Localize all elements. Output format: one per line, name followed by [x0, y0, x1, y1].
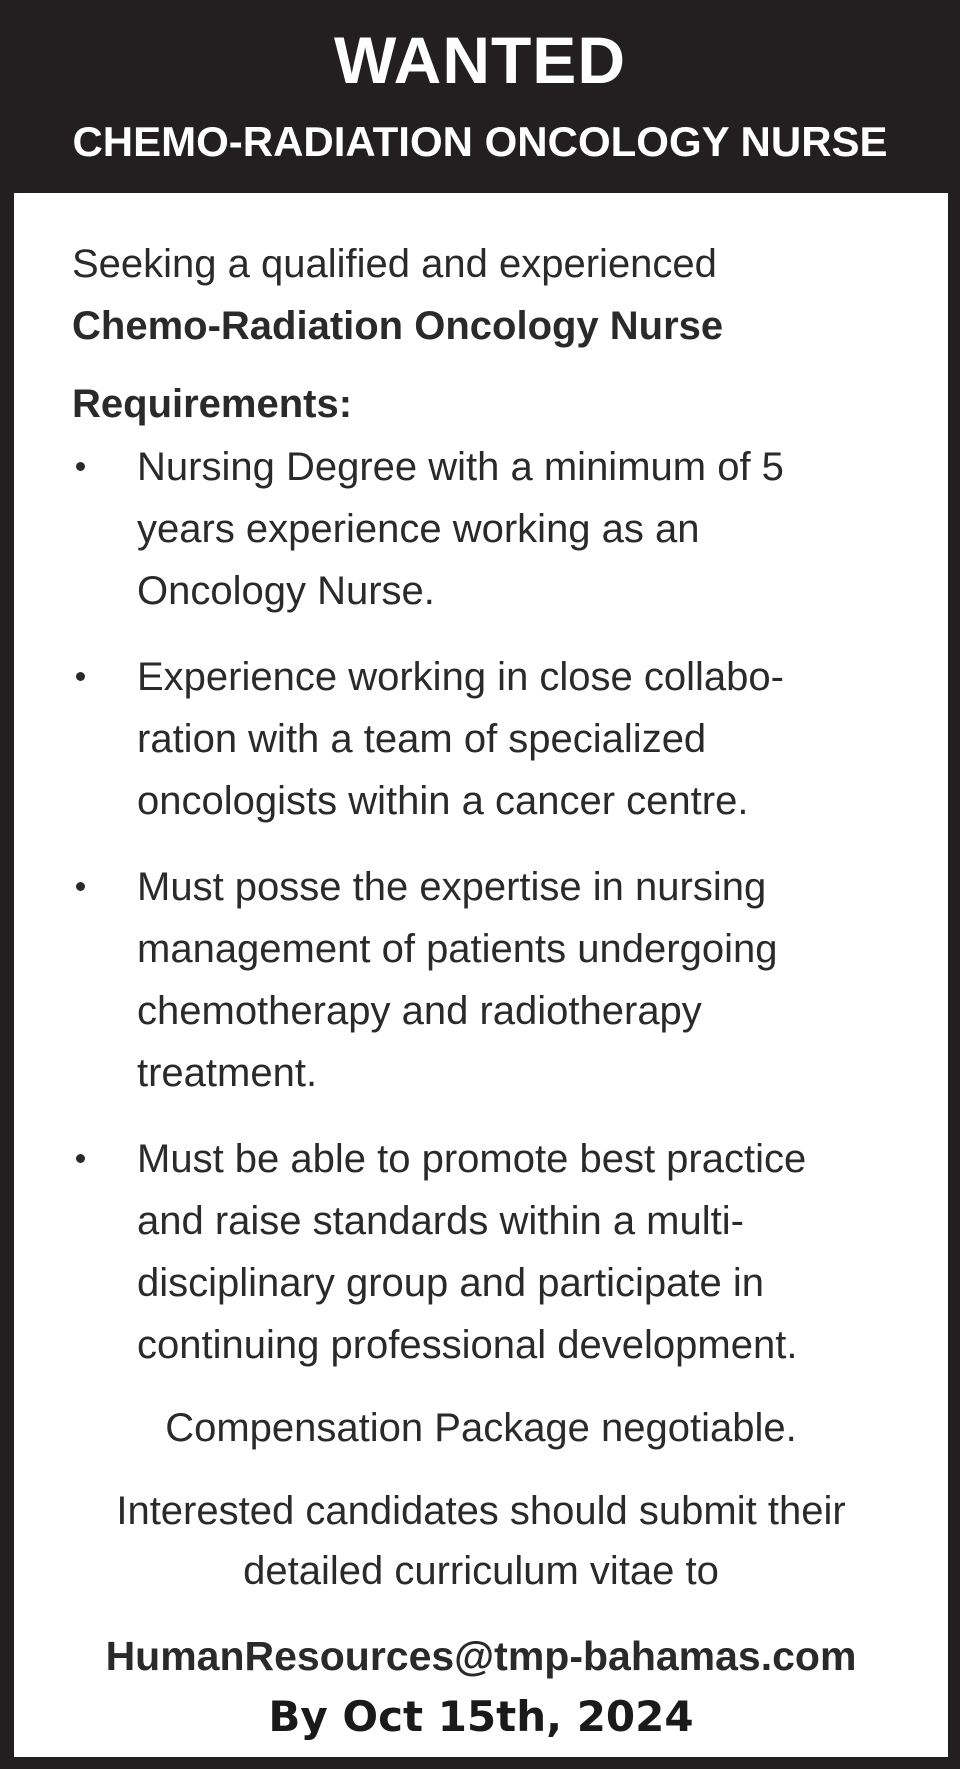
- intro-text: [72, 233, 723, 357]
- contact-email: HumanResources@tmp-bahamas.com: [105, 1633, 857, 1679]
- requirement-text: Must be able to promote best practice and raise standards within a multi- disciplinary group and participate in continuing professional development.: [137, 1137, 807, 1367]
- ad-body: [11, 193, 951, 1757]
- ad-header: [0, 0, 960, 193]
- apply-line-2: detailed curriculum vitae to: [243, 1549, 719, 1593]
- application-deadline: By Oct 15th, 2024: [268, 1692, 694, 1741]
- bullet-icon: [76, 672, 85, 681]
- bullet-icon: [76, 462, 85, 471]
- intro-line: Seeking a qualified and experienced: [72, 242, 717, 286]
- bullet-icon: [76, 1154, 85, 1163]
- requirement-text: Must posse the expertise in nursing management of patients undergoing chemotherapy and radiotherapy treatment.: [137, 865, 778, 1095]
- requirements-heading: Requirements:: [72, 382, 353, 426]
- ad-subtitle: CHEMO-RADIATION ONCOLOGY NURSE: [72, 118, 888, 165]
- intro-role: Chemo-Radiation Oncology Nurse: [72, 304, 724, 348]
- bullet-icon: [76, 882, 85, 891]
- requirement-text: Experience working in close collabo- ration with a team of specialized oncologists within a cancer centre.: [137, 655, 784, 823]
- requirement-text: Nursing Degree with a minimum of 5 years experience working as an Oncology Nurse.: [137, 445, 784, 613]
- apply-line-1: Interested candidates should submit their: [116, 1489, 846, 1533]
- ad-title: WANTED: [334, 23, 626, 97]
- compensation-note: Compensation Package negotiable.: [165, 1406, 797, 1450]
